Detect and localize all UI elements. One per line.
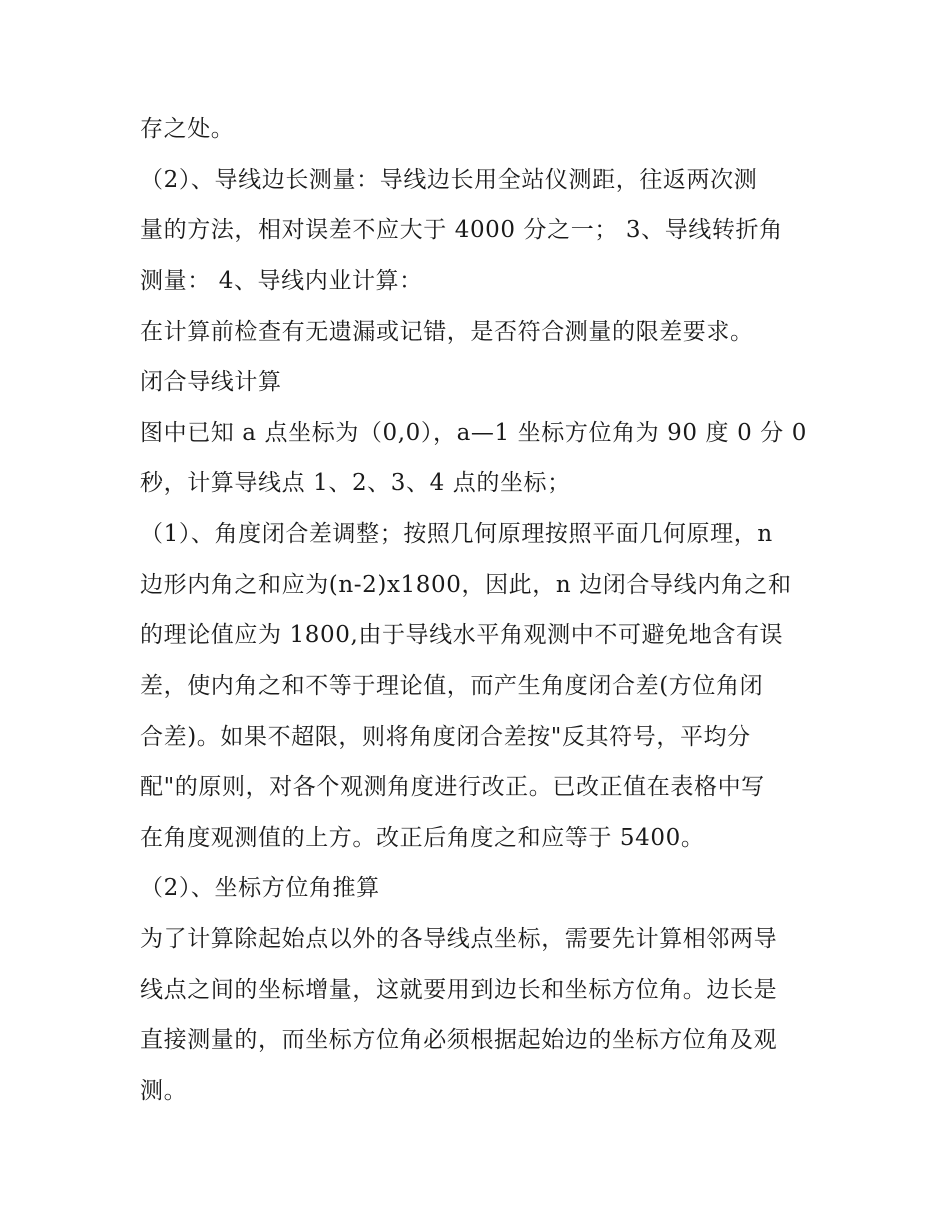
- text-line: 为了计算除起始点以外的各导线点坐标，需要先计算相邻两导: [140, 926, 778, 952]
- text-line: 图中已知 a 点坐标为（0,0），a—1 坐标方位角为 90 度 0 分 0: [140, 420, 807, 446]
- text-line: 边形内角之和应为(n-2)x1800，因此，n 边闭合导线内角之和: [140, 572, 792, 598]
- text-line: （2）、导线边长测量：导线边长用全站仪测距，往返两次测: [140, 167, 758, 193]
- text-line: 秒，计算导线点 1、2、3、4 点的坐标；: [140, 470, 571, 496]
- section-heading: 闭合导线计算: [140, 369, 282, 395]
- text-line: 在计算前检查有无遗漏或记错，是否符合测量的限差要求。: [140, 319, 754, 345]
- text-line: 配"的原则，对各个观测角度进行改正。已改正值在表格中写: [140, 774, 765, 800]
- text-line: 存之处。: [140, 116, 235, 142]
- text-line: 测。: [140, 1078, 188, 1104]
- text-line: 直接测量的，而坐标方位角必须根据起始边的坐标方位角及观: [140, 1027, 778, 1053]
- text-line: 合差)。如果不超限，则将角度闭合差按"反其符号，平均分: [140, 724, 751, 750]
- text-line: 的理论值应为 1800,由于导线水平角观测中不可避免地含有误: [140, 622, 784, 648]
- text-line: 在角度观测值的上方。改正后角度之和应等于 5400。: [140, 825, 705, 851]
- text-line: 线点之间的坐标增量，这就要用到边长和坐标方位角。边长是: [140, 977, 778, 1003]
- text-line: （1）、角度闭合差调整；按照几何原理按照平面几何原理，n: [140, 521, 773, 547]
- text-line: 测量： 4、导线内业计算：: [140, 268, 423, 294]
- text-line: 差，使内角之和不等于理论值，而产生角度闭合差(方位角闭: [140, 673, 764, 699]
- text-line: 量的方法，相对误差不应大于 4000 分之一； 3、导线转折角: [140, 217, 783, 243]
- subsection-heading: （2）、坐标方位角推算: [140, 875, 380, 901]
